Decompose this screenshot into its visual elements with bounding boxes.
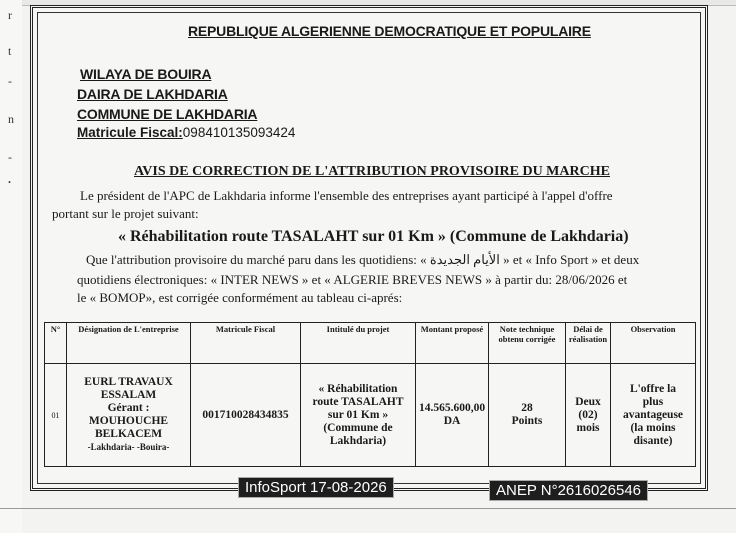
observation-line: plus: [642, 395, 664, 408]
fiscal-value: 098410135093424: [182, 125, 296, 140]
header-montant: Montant proposé: [416, 323, 489, 364]
entreprise-line: Gérant :: [107, 402, 150, 414]
observation-line: L'offre la: [629, 382, 677, 395]
intro-line-2: portant sur le projet suivant:: [52, 206, 199, 221]
project-title: « Réhabilitation route TASALAHT sur 01 Km » (Commune de Lakhdaria): [118, 228, 629, 245]
attribution-table: [44, 322, 696, 467]
observation-line: (la moins: [630, 421, 676, 434]
cell-observation: [611, 364, 696, 467]
cell-entreprise: [67, 364, 191, 467]
fiscal-number: [77, 125, 295, 140]
fiscal-label: Matricule Fiscal:: [77, 125, 183, 140]
left-margin-fragments: [0, 0, 22, 533]
note-line: Points: [511, 415, 543, 427]
body-line-1: Que l'attribution provisoire du marché paru dans les quotidiens: « الأيام الجديدة » et « Info Sport » et deux: [86, 252, 640, 267]
entreprise-line: ESSALAM: [100, 389, 157, 401]
observation-line: disante): [633, 434, 673, 447]
observation-line: avantageuse: [622, 408, 684, 421]
intro-line-1: Le président de l'APC de Lakhdaria informe l'ensemble des entreprises ayant participé à l'appel d'offre: [80, 188, 613, 203]
commune-label: COMMUNE DE LAKHDARIA: [77, 106, 258, 122]
cell-projet: [301, 364, 416, 467]
entreprise-line: MOUHOUCHE: [88, 415, 169, 427]
header-observation: Observation: [611, 323, 696, 364]
header-matricule: Matricule Fiscal: [191, 323, 301, 364]
side-fragment: -: [8, 150, 12, 164]
projet-line: (Commune de: [323, 421, 393, 434]
infosport-badge: InfoSport 17-08-2026: [238, 477, 394, 498]
body-line-3: le « BOMOP», est corrigée conformément au tableau ci-aprés:: [77, 290, 403, 305]
header-num: N°: [45, 323, 67, 364]
header-note: Note technique obtenu corrigée: [489, 323, 566, 364]
side-fragment: .: [8, 172, 11, 186]
projet-line: route TASALAHT: [312, 395, 404, 408]
delai-line: mois: [576, 421, 600, 434]
side-fragment: -: [8, 74, 12, 88]
table-header-row: [45, 323, 696, 364]
projet-line: sur 01 Km »: [327, 408, 389, 421]
delai-line: (02): [578, 408, 598, 421]
entreprise-line: EURL TRAVAUX: [84, 376, 173, 388]
body-line-2: quotidiens électroniques: « INTER NEWS » et « ALGERIE BREVES NEWS » à partir du: 28/06/2026 et: [77, 272, 628, 287]
side-fragment: r: [8, 8, 12, 22]
cell-num: 01: [45, 364, 67, 467]
side-fragment: n: [8, 112, 14, 126]
cell-delai: [566, 364, 611, 467]
projet-line: « Réhabilitation: [318, 382, 398, 395]
header-projet: Intitulé du projet: [301, 323, 416, 364]
entreprise-line: -Lakhdaria- -Bouira-: [87, 442, 170, 452]
cell-montant: [416, 364, 489, 467]
republic-header: REPUBLIQUE ALGERIENNE DEMOCRATIQUE ET POPULAIRE: [188, 23, 591, 39]
side-fragment: t: [8, 44, 12, 58]
montant-line: DA: [443, 415, 461, 427]
wilaya-label: WILAYA DE BOUIRA: [80, 66, 212, 82]
projet-line: Lakhdaria): [329, 434, 387, 447]
cell-note: [489, 364, 566, 467]
header-entreprise: Désignation de L'entreprise: [67, 323, 191, 364]
entreprise-line: BELKACEM: [94, 428, 163, 440]
notice-title: AVIS DE CORRECTION DE L'ATTRIBUTION PROVISOIRE DU MARCHE: [134, 164, 610, 179]
note-line: 28: [521, 402, 533, 414]
delai-line: Deux: [575, 395, 601, 408]
anep-badge: ANEP N°2616026546: [489, 480, 648, 501]
table-row: [45, 364, 696, 467]
header-delai: Délai de réalisation: [566, 323, 611, 364]
bottom-edge: [0, 508, 736, 509]
daira-label: DAIRA DE LAKHDARIA: [77, 86, 228, 102]
cell-matricule: 001710028434835: [191, 364, 301, 467]
montant-line: 14.565.600,00: [418, 402, 486, 414]
